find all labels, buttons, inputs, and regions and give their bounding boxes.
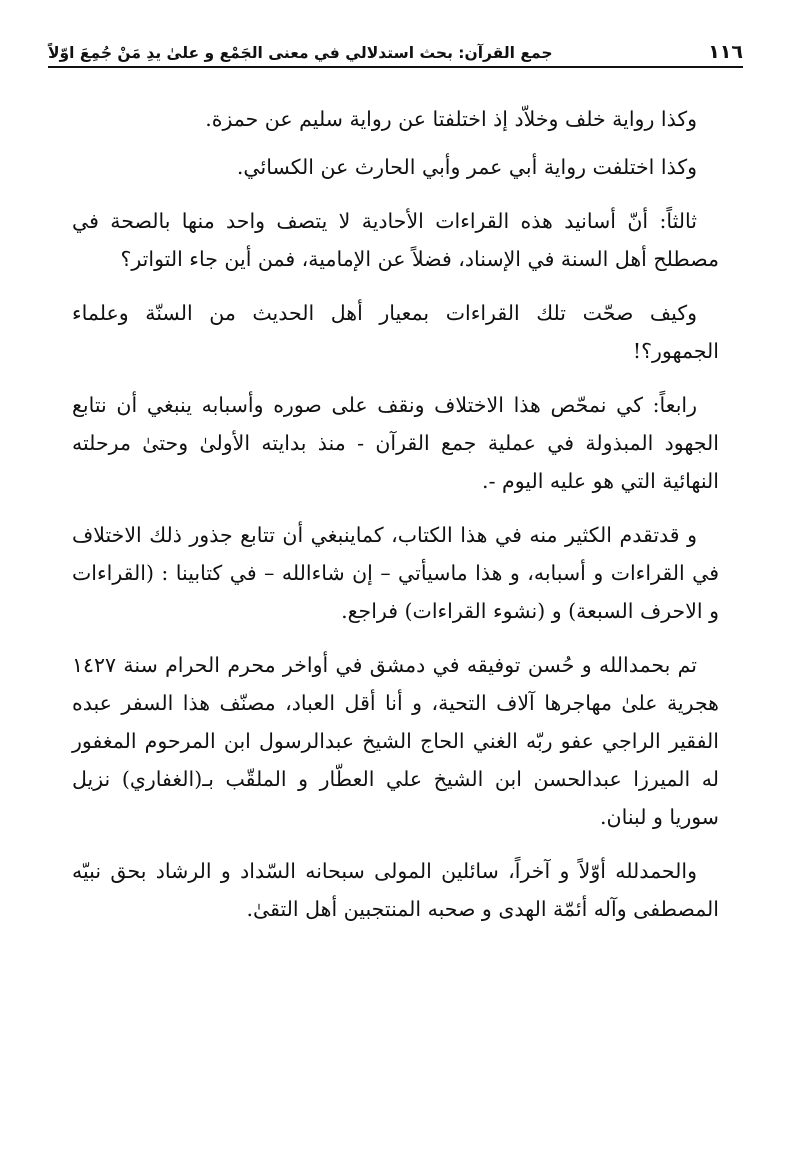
paragraph-3: ثالثاً: أنّ أسانيد هذه القراءات الأحادية لا يتصف واحد منها بالصحة في مصطلح أهل السنة في الإسناد، فضلاً عن الإمامية، فمن أين جاء التواتر؟ (72, 209, 719, 271)
paragraph-8: والحمدلله أوّلاً و آخراً، سائلين المولى سبحانه السّداد و الرشاد بحق نبيّه المصطفى وآله أئمّة الهدى و صحبه المنتجبين أهل التقىٰ. (72, 859, 719, 921)
page-header (48, 28, 743, 68)
paragraph-2: وكذا اختلفت رواية أبي عمر وأبي الحارث عن الكسائي. (236, 155, 697, 179)
paragraph-4: وكيف صحّت تلك القراءات بمعيار أهل الحديث من السنّة وعلماء الجمهور؟! (72, 301, 719, 363)
paragraph-6: و قدتقدم الكثير منه في هذا الكتاب، كماينبغي أن تتابع جذور ذلك الاختلاف في القراءات و أسبابه، و هذا ماسيأتي – إن شاءالله – في كتابينا : (القراءات و الاحرف السبعة) و (نشوء القراءات) فراجع. (72, 523, 719, 623)
paragraph-5: رابعاً: كي نمحّص هذا الاختلاف ونقف على صوره وأسبابه ينبغي أن نتابع الجهود المبذولة في عملية جمع القرآن - منذ بدايته الأولىٰ وحتىٰ مرحلته النهائية التي هو عليه اليوم -. (72, 393, 719, 493)
paragraph-1: وكذا رواية خلف وخلاّد إذ اختلفتا عن رواية سليم عن حمزة. (205, 107, 697, 131)
running-title: جمع القرآن: بحث استدلالي في معنى الجَمْع و علىٰ يدِ مَنْ جُمِعَ اوّلاً (48, 44, 553, 62)
paragraph-7: تم بحمدالله و حُسن توفيقه في دمشق في أواخر محرم الحرام سنة ١٤٢٧ هجرية علىٰ مهاجرها آلاف التحية، و أنا أقل العباد، مصنّف هذا السفر عبده الفقير الراجي عفو ربّه الغني الحاج الشيخ عبدالرسول ابن المرحوم المغفور له الميرزا عبدالحسن ابن الشيخ علي العطّار و الملقّب بـ(الغفاري) نزيل سوريا و لبنان. (72, 653, 719, 829)
page-number: ١١٦ (708, 41, 743, 63)
body-text (72, 100, 719, 944)
